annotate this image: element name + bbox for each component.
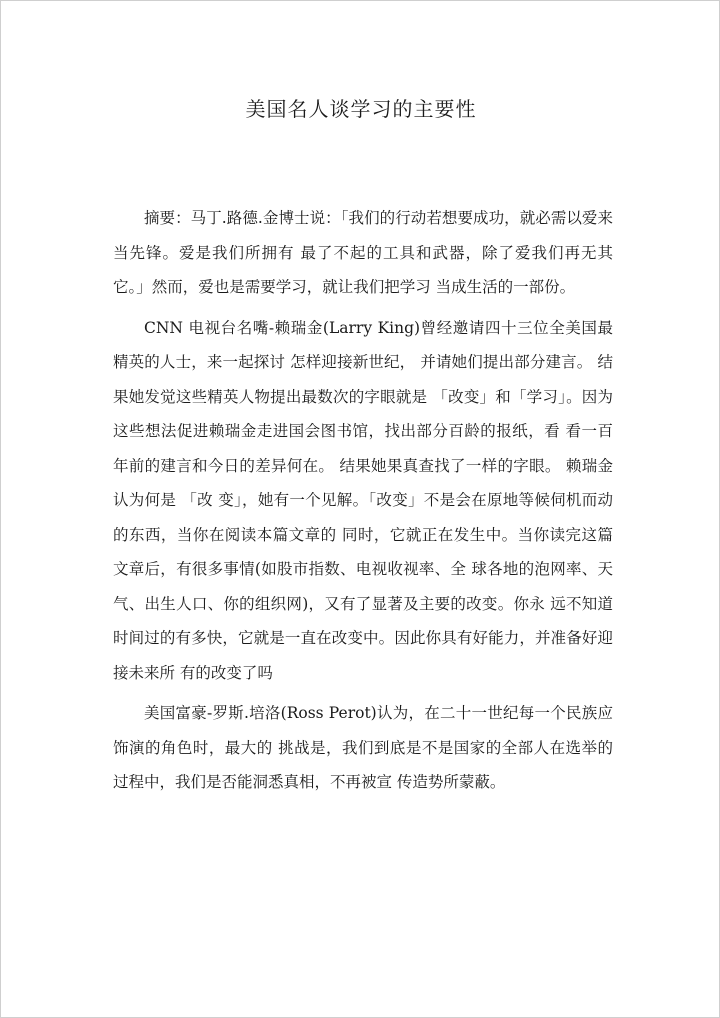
paragraph-ross-perot: 美国富豪-罗斯.培洛(Ross Perot)认为，在二十一世纪每一个民族应饰演的角色时，最大的 挑战是，我们到底是不是国家的全部人在选举的过程中，我们是否能洞悉真相，不再被宣 传造势所蒙蔽。 — [113, 704, 613, 791]
document-title: 美国名人谈学习的主要性 — [245, 97, 477, 121]
paragraph-larry-king: CNN 电视台名嘴-赖瑞金(Larry King)曾经邀请四十三位全美国最精英的人士，来一起探讨 怎样迎接新世纪， 并请她们提出部分建言。 结果她发觉这些精英人物提出最数次的字眼就是 「改变」和「学习」。因为这些想法促进赖瑞金走进国会图书馆，找出部分百龄的报纸，看 看一百年前的建言和今日的差异何在。 结果她果真查找了一样的字眼。 赖瑞金认为何是 「改 变」，她有一个见解。「改变」不是会在原地等候伺机而动的东西，当你在阅读本篇文章的 同时，它就正在发生中。当你读完这篇文章后，有很多事情(如股市指数、电视收视率、全 球各地的泡网率、天气、出生人口、你的组织网)，又有了显著及主要的改变。你永 远不知道时间过的有多快，它就是一直在改变中。因此你具有好能力，并准备好迎接未来所 有的改变了吗 — [113, 318, 613, 682]
document-body — [113, 201, 613, 800]
paragraph-abstract: 摘要：马丁.路德.金博士说：「我们的行动若想要成功，就必需以爱来当先锋。爱是我们所拥有 最了不起的工具和武器，除了爱我们再无其它。」然而，爱也是需要学习，就让我们把学习 当成生活的一部份。 — [113, 209, 613, 296]
